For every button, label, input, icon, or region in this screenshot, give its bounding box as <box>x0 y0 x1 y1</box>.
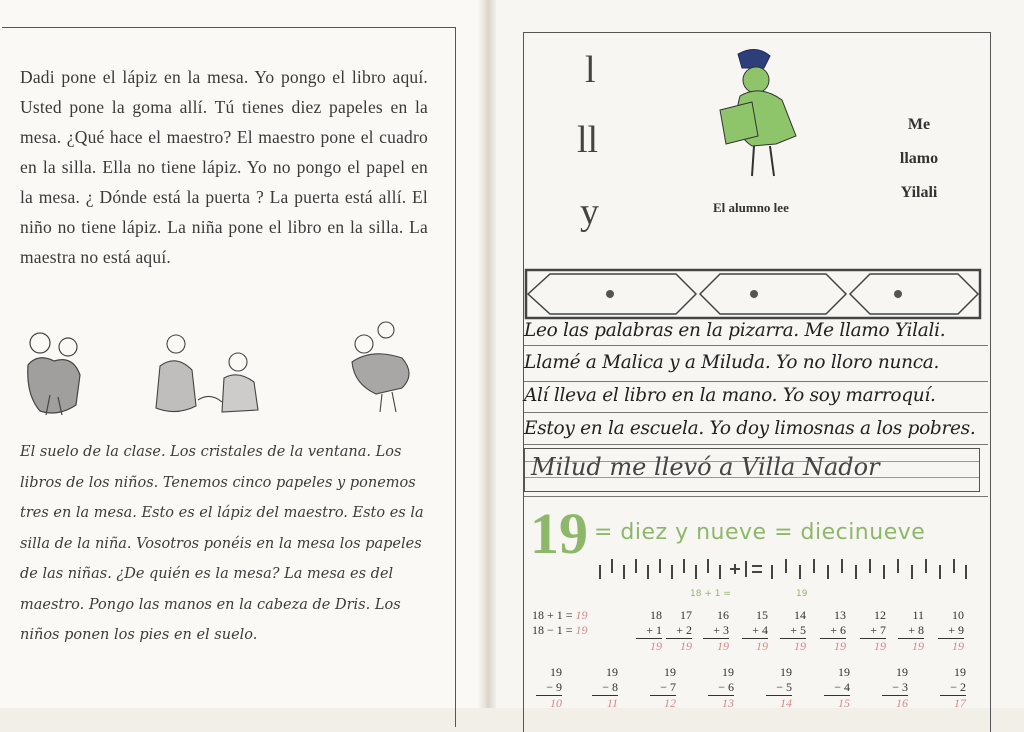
addend-top: 10 <box>952 608 964 622</box>
name-line-me: Me <box>907 116 931 133</box>
counting-sticks <box>596 555 972 585</box>
subtraction-answer: 16 <box>882 695 908 711</box>
cursive-reading-paragraph: El suelo de la clase. Los cristales de la ventana. Los libros de los niños. Tenemos cinco papeles y ponemos tres en la mesa. Esto es el lápiz del maestro. Esto es la silla de la niña. Vosotros ponéis en la mesa los papeles de las niñas. ¿De quién es la mesa? La mesa es del maestro. Pongo las manos en la cabeza de Dris. Los niños ponen los pies en el suelo. <box>20 444 424 643</box>
addend-op: + 1 <box>646 623 662 637</box>
addend-op: + 7 <box>870 623 886 637</box>
number-words: = diez y nueve = diecinueve <box>594 520 926 545</box>
minuend-top: 19 <box>780 665 792 679</box>
children-group-illustration <box>146 330 276 420</box>
minuend-top: 19 <box>722 665 734 679</box>
addition-answer: 19 <box>703 638 729 654</box>
subtrahend-op: − 2 <box>950 680 966 694</box>
minuend-top: 19 <box>550 665 562 679</box>
addend-op: + 9 <box>948 623 964 637</box>
addition-column <box>666 608 692 654</box>
illustration-caption: El alumno lee <box>713 200 789 215</box>
equation-minus-answer: 19 <box>575 623 588 637</box>
minuend-top: 19 <box>664 665 676 679</box>
subtraction-answer: 17 <box>940 695 966 711</box>
addend-top: 18 <box>650 608 662 622</box>
subtrahend-op: − 8 <box>602 680 618 694</box>
mother-child-illustration <box>342 318 422 414</box>
addend-op: + 2 <box>676 623 692 637</box>
addend-top: 16 <box>717 608 729 622</box>
addition-answer: 19 <box>666 638 692 654</box>
addition-column <box>820 608 846 654</box>
subtraction-answer: 14 <box>766 695 792 711</box>
subtraction-column <box>708 665 734 711</box>
subtrahend-op: − 3 <box>892 680 908 694</box>
addend-op: + 8 <box>908 623 924 637</box>
subtrahend-op: − 6 <box>718 680 734 694</box>
student-reading-illustration <box>712 40 808 182</box>
name-line-llamo: llamo <box>899 150 939 167</box>
name-block <box>893 108 945 210</box>
subtraction-answer: 15 <box>824 695 850 711</box>
addition-answer: 19 <box>780 638 806 654</box>
minuend-top: 19 <box>606 665 618 679</box>
addend-op: + 5 <box>790 623 806 637</box>
addition-answer: 19 <box>860 638 886 654</box>
letter-y: y <box>580 191 599 233</box>
subtraction-column <box>940 665 966 711</box>
letter-ll: ll <box>577 119 599 161</box>
subtraction-answer: 10 <box>536 695 562 711</box>
letter-l: l <box>585 49 596 91</box>
addition-answer: 19 <box>898 638 924 654</box>
children-illustration-left <box>18 325 88 417</box>
minuend-top: 19 <box>954 665 966 679</box>
addend-top: 13 <box>834 608 846 622</box>
addition-column <box>898 608 924 654</box>
subtraction-column <box>824 665 850 711</box>
addition-answer: 19 <box>820 638 846 654</box>
subtrahend-op: − 7 <box>660 680 676 694</box>
subtraction-column <box>592 665 618 711</box>
addition-answer: 19 <box>636 638 662 654</box>
subtrahend-op: − 5 <box>776 680 792 694</box>
subtraction-column <box>882 665 908 711</box>
addend-top: 11 <box>912 608 924 622</box>
addition-answer: 19 <box>938 638 964 654</box>
addend-top: 14 <box>794 608 806 622</box>
equation-plus: 18 + 1 = 19 <box>532 608 588 622</box>
subtraction-answer: 13 <box>708 695 734 711</box>
addition-column <box>938 608 964 654</box>
cursive-line-3: Alí lleva el libro en la mano. Yo soy marroquí. <box>524 385 936 406</box>
addition-column <box>703 608 729 654</box>
addend-top: 15 <box>756 608 768 622</box>
hint-result: 19 <box>796 589 808 599</box>
addend-op: + 6 <box>830 623 846 637</box>
cursive-line-1: Leo las palabras en la pizarra. Me llamo Yilali. <box>524 320 946 341</box>
cursive-line-2: Llamé a Malica y a Miluda. Yo no lloro nunca. <box>524 352 940 373</box>
name-line-yilali: Yilali <box>900 184 938 201</box>
addend-op: + 4 <box>752 623 768 637</box>
addition-column <box>780 608 806 654</box>
addend-top: 12 <box>874 608 886 622</box>
subtraction-answer: 12 <box>650 695 676 711</box>
subtrahend-op: − 9 <box>546 680 562 694</box>
addend-op: + 3 <box>713 623 729 637</box>
addend-top: 17 <box>680 608 692 622</box>
addition-answer: 19 <box>742 638 768 654</box>
addition-column <box>636 608 662 654</box>
subtrahend-op: − 4 <box>834 680 850 694</box>
subtraction-answer: 11 <box>592 695 618 711</box>
minuend-top: 19 <box>838 665 850 679</box>
number-nineteen: 19 <box>530 501 588 566</box>
equation-minus: 18 − 1 = 19 <box>532 623 588 637</box>
subtraction-column <box>650 665 676 711</box>
addition-column <box>742 608 768 654</box>
subtraction-column <box>536 665 562 711</box>
printed-reading-paragraph: Dadi pone el lápiz en la mesa. Yo pongo el libro aquí. Usted pone la goma allí. Tú tienes diez papeles en la mesa. ¿Qué hace el maestro? El maestro pone el cuadro en la silla. Ella no tiene lápiz. Yo no pongo el papel en la mesa. ¿ Dónde está la puerta ? La puerta está allí. El niño no tiene lápiz. La niña pone el libro en la silla. La maestra no está aquí. <box>20 67 428 267</box>
addition-column <box>860 608 886 654</box>
cursive-line-4: Estoy en la escuela. Yo doy limosnas a los pobres. <box>524 418 976 439</box>
decorative-border-strip <box>524 268 982 324</box>
hint-sum: 18 + 1 = <box>690 589 731 599</box>
practice-sentence: Milud me llevó a Villa Nador <box>531 453 880 481</box>
subtraction-column <box>766 665 792 711</box>
handwriting-practice-box <box>524 448 980 492</box>
book-gutter <box>478 0 496 708</box>
equation-plus-answer: 19 <box>575 608 588 622</box>
minuend-top: 19 <box>896 665 908 679</box>
